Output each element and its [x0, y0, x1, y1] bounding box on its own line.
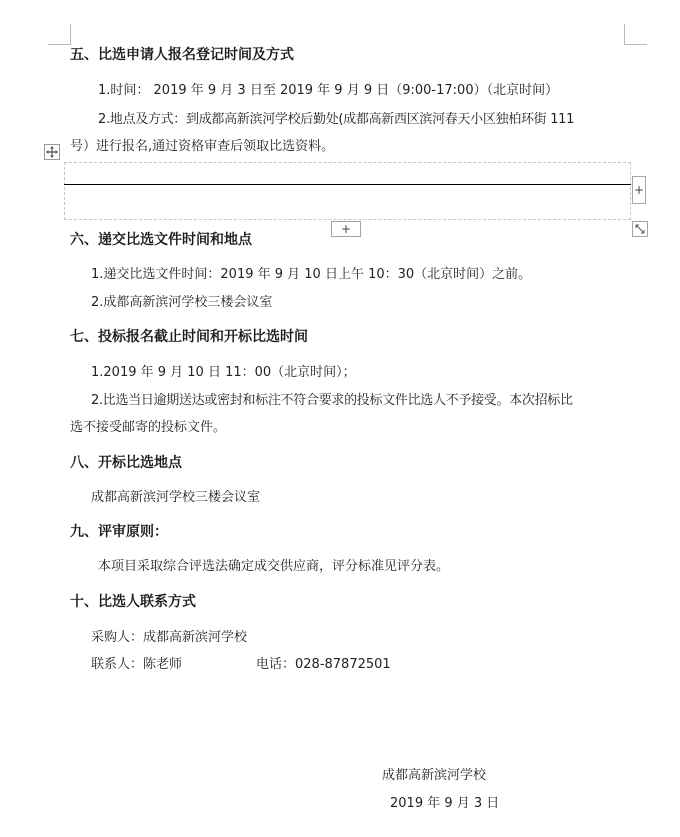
move-icon	[46, 146, 58, 158]
paragraph: 1.时间： 2019 年 9 月 3 日至 2019 年 9 月 9 日（9:00-17:00）（北京时间）	[98, 83, 559, 98]
section-heading: 十、比选人联系方式	[70, 594, 196, 610]
section-heading: 九、评审原则：	[70, 524, 168, 540]
table-border-line	[64, 184, 631, 185]
paragraph: 2.成都高新滨河学校三楼会议室	[91, 295, 273, 310]
crop-mark-top-right	[624, 24, 647, 45]
paragraph: 1.2019 年 9 月 10 日 11：00（北京时间）；	[91, 365, 356, 380]
signature-org: 成都高新滨河学校	[382, 768, 487, 783]
buyer-line: 采购人：成都高新滨河学校	[91, 630, 248, 645]
paragraph: 本项目采取综合评选法确定成交供应商，评分标准见评分表。	[98, 559, 450, 574]
signature-date: 2019 年 9 月 3 日	[390, 796, 500, 811]
paragraph: 号）进行报名,通过资格审查后领取比选资料。	[70, 139, 335, 154]
paragraph: 1.递交比选文件时间：2019 年 9 月 10 日上午 10：30（北京时间）之前。	[91, 267, 532, 282]
section-heading: 六、递交比选文件时间和地点	[70, 232, 252, 248]
table-resize-handle[interactable]	[632, 221, 648, 237]
section-heading: 五、比选申请人报名登记时间及方式	[70, 47, 294, 63]
resize-icon	[635, 224, 645, 234]
add-row-button[interactable]: +	[331, 221, 361, 237]
section-heading: 八、开标比选地点	[70, 455, 182, 471]
contact-phone: 电话：028-87872501	[256, 657, 391, 672]
paragraph: 成都高新滨河学校三楼会议室	[91, 490, 261, 505]
section-heading: 七、投标报名截止时间和开标比选时间	[70, 329, 308, 345]
contact-person: 联系人：陈老师	[91, 657, 183, 672]
paragraph: 选不接受邮寄的投标文件。	[70, 420, 227, 435]
paragraph: 2.比选当日逾期送达或密封和标注不符合要求的投标文件比选人不予接受。本次招标比	[91, 393, 573, 408]
crop-mark-top-left	[48, 24, 71, 45]
paragraph: 2.地点及方式：到成都高新滨河学校后勤处(成都高新西区滨河春天小区独柏环街 111	[98, 112, 575, 127]
table-region[interactable]	[64, 162, 631, 220]
table-move-handle[interactable]	[44, 144, 60, 160]
add-column-button[interactable]: +	[632, 176, 646, 204]
